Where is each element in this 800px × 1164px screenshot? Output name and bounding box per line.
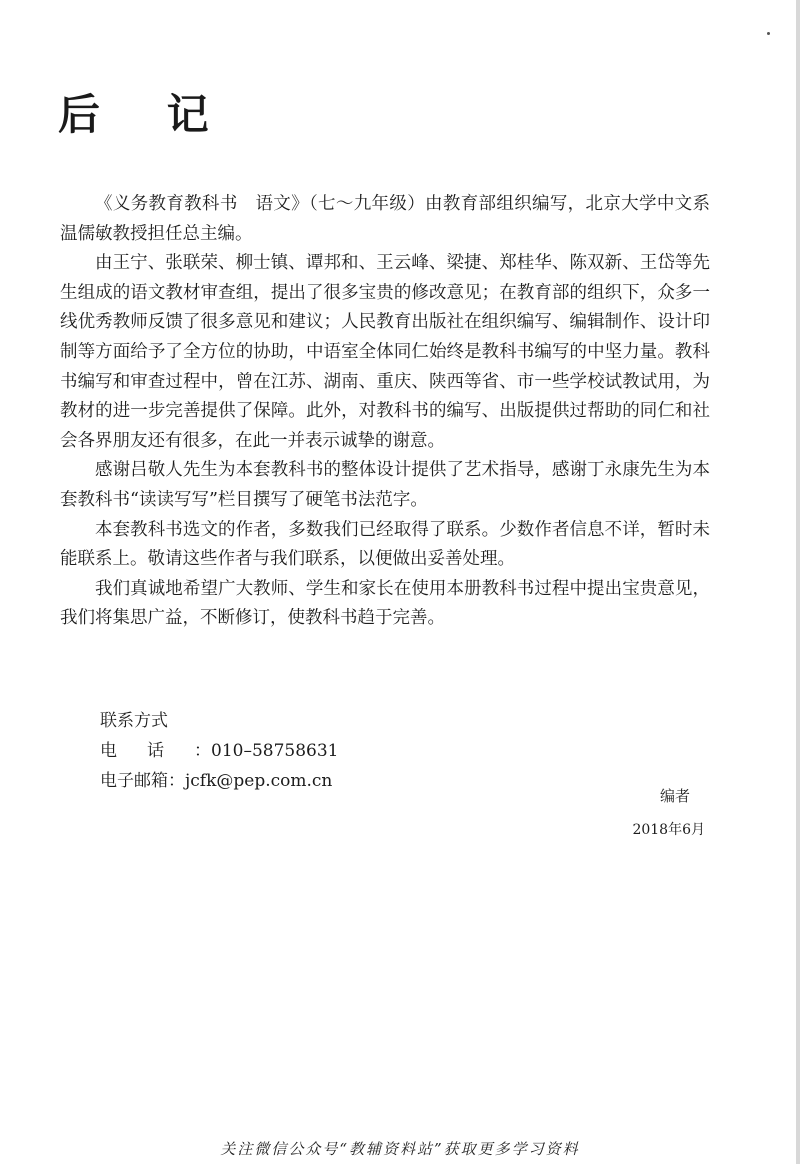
- contact-block: [100, 706, 338, 796]
- email-row: [100, 766, 338, 796]
- page-edge: [796, 0, 800, 1164]
- paragraph-2: 由王宁、张联荣、柳士镇、谭邦和、王云峰、梁捷、郑桂华、陈双新、王岱等先生组成的语文教材审查组，提出了很多宝贵的修改意见；在教育部的组织下，众多一线优秀教师反馈了很多意见和建议；人民教育出版社在组织编写、编辑制作、设计印制等方面给予了全方位的协助，中语室全体同仁始终是教科书编写的中坚力量。教科书编写和审查过程中，曾在江苏、湖南、重庆、陕西等省、市一些学校试教试用，为教材的进一步完善提供了保障。此外，对教科书的编写、出版提供过帮助的同仁和社会各界朋友还有很多，在此一并表示诚挚的谢意。: [60, 253, 710, 451]
- page-title: 后 记: [58, 90, 235, 139]
- email-value: jcfk@pep.com.cn: [185, 771, 333, 791]
- body-text: [60, 190, 710, 634]
- paragraph-5: 我们真诚地希望广大教师、学生和家长在使用本册教科书过程中提出宝贵意见，我们将集思广益，不断修订，使教科书趋于完善。: [60, 578, 710, 629]
- contact-heading: 联系方式: [100, 711, 168, 731]
- phone-row: [100, 736, 338, 766]
- paragraph-4: 本套教科书选文的作者，多数我们已经取得了联系。少数作者信息不详，暂时未能联系上。敬请这些作者与我们联系，以便做出妥善处理。: [60, 519, 710, 570]
- email-colon: ：: [168, 771, 185, 791]
- paragraph-1: 《义务教育教科书 语文》（七～九年级）由教育部组织编写，北京大学中文系温儒敏教授担任总主编。: [60, 194, 710, 244]
- phone-colon: ：: [194, 741, 211, 761]
- footer-watermark-note: 关注微信公众号“教辅资料站”获取更多学习资料: [220, 1140, 580, 1158]
- paragraph-3: 感谢吕敬人先生为本套教科书的整体设计提供了艺术指导，感谢丁永康先生为本套教科书“读读写写”栏目撰写了硬笔书法范字。: [60, 460, 710, 510]
- corner-mark: [767, 32, 770, 35]
- signature-date: 2018年6月: [632, 822, 705, 838]
- email-label: 电子邮箱: [100, 771, 168, 791]
- phone-label: 电话: [100, 741, 194, 761]
- editor-signature: 编者: [659, 787, 690, 805]
- phone-value: 010–58758631: [211, 741, 339, 761]
